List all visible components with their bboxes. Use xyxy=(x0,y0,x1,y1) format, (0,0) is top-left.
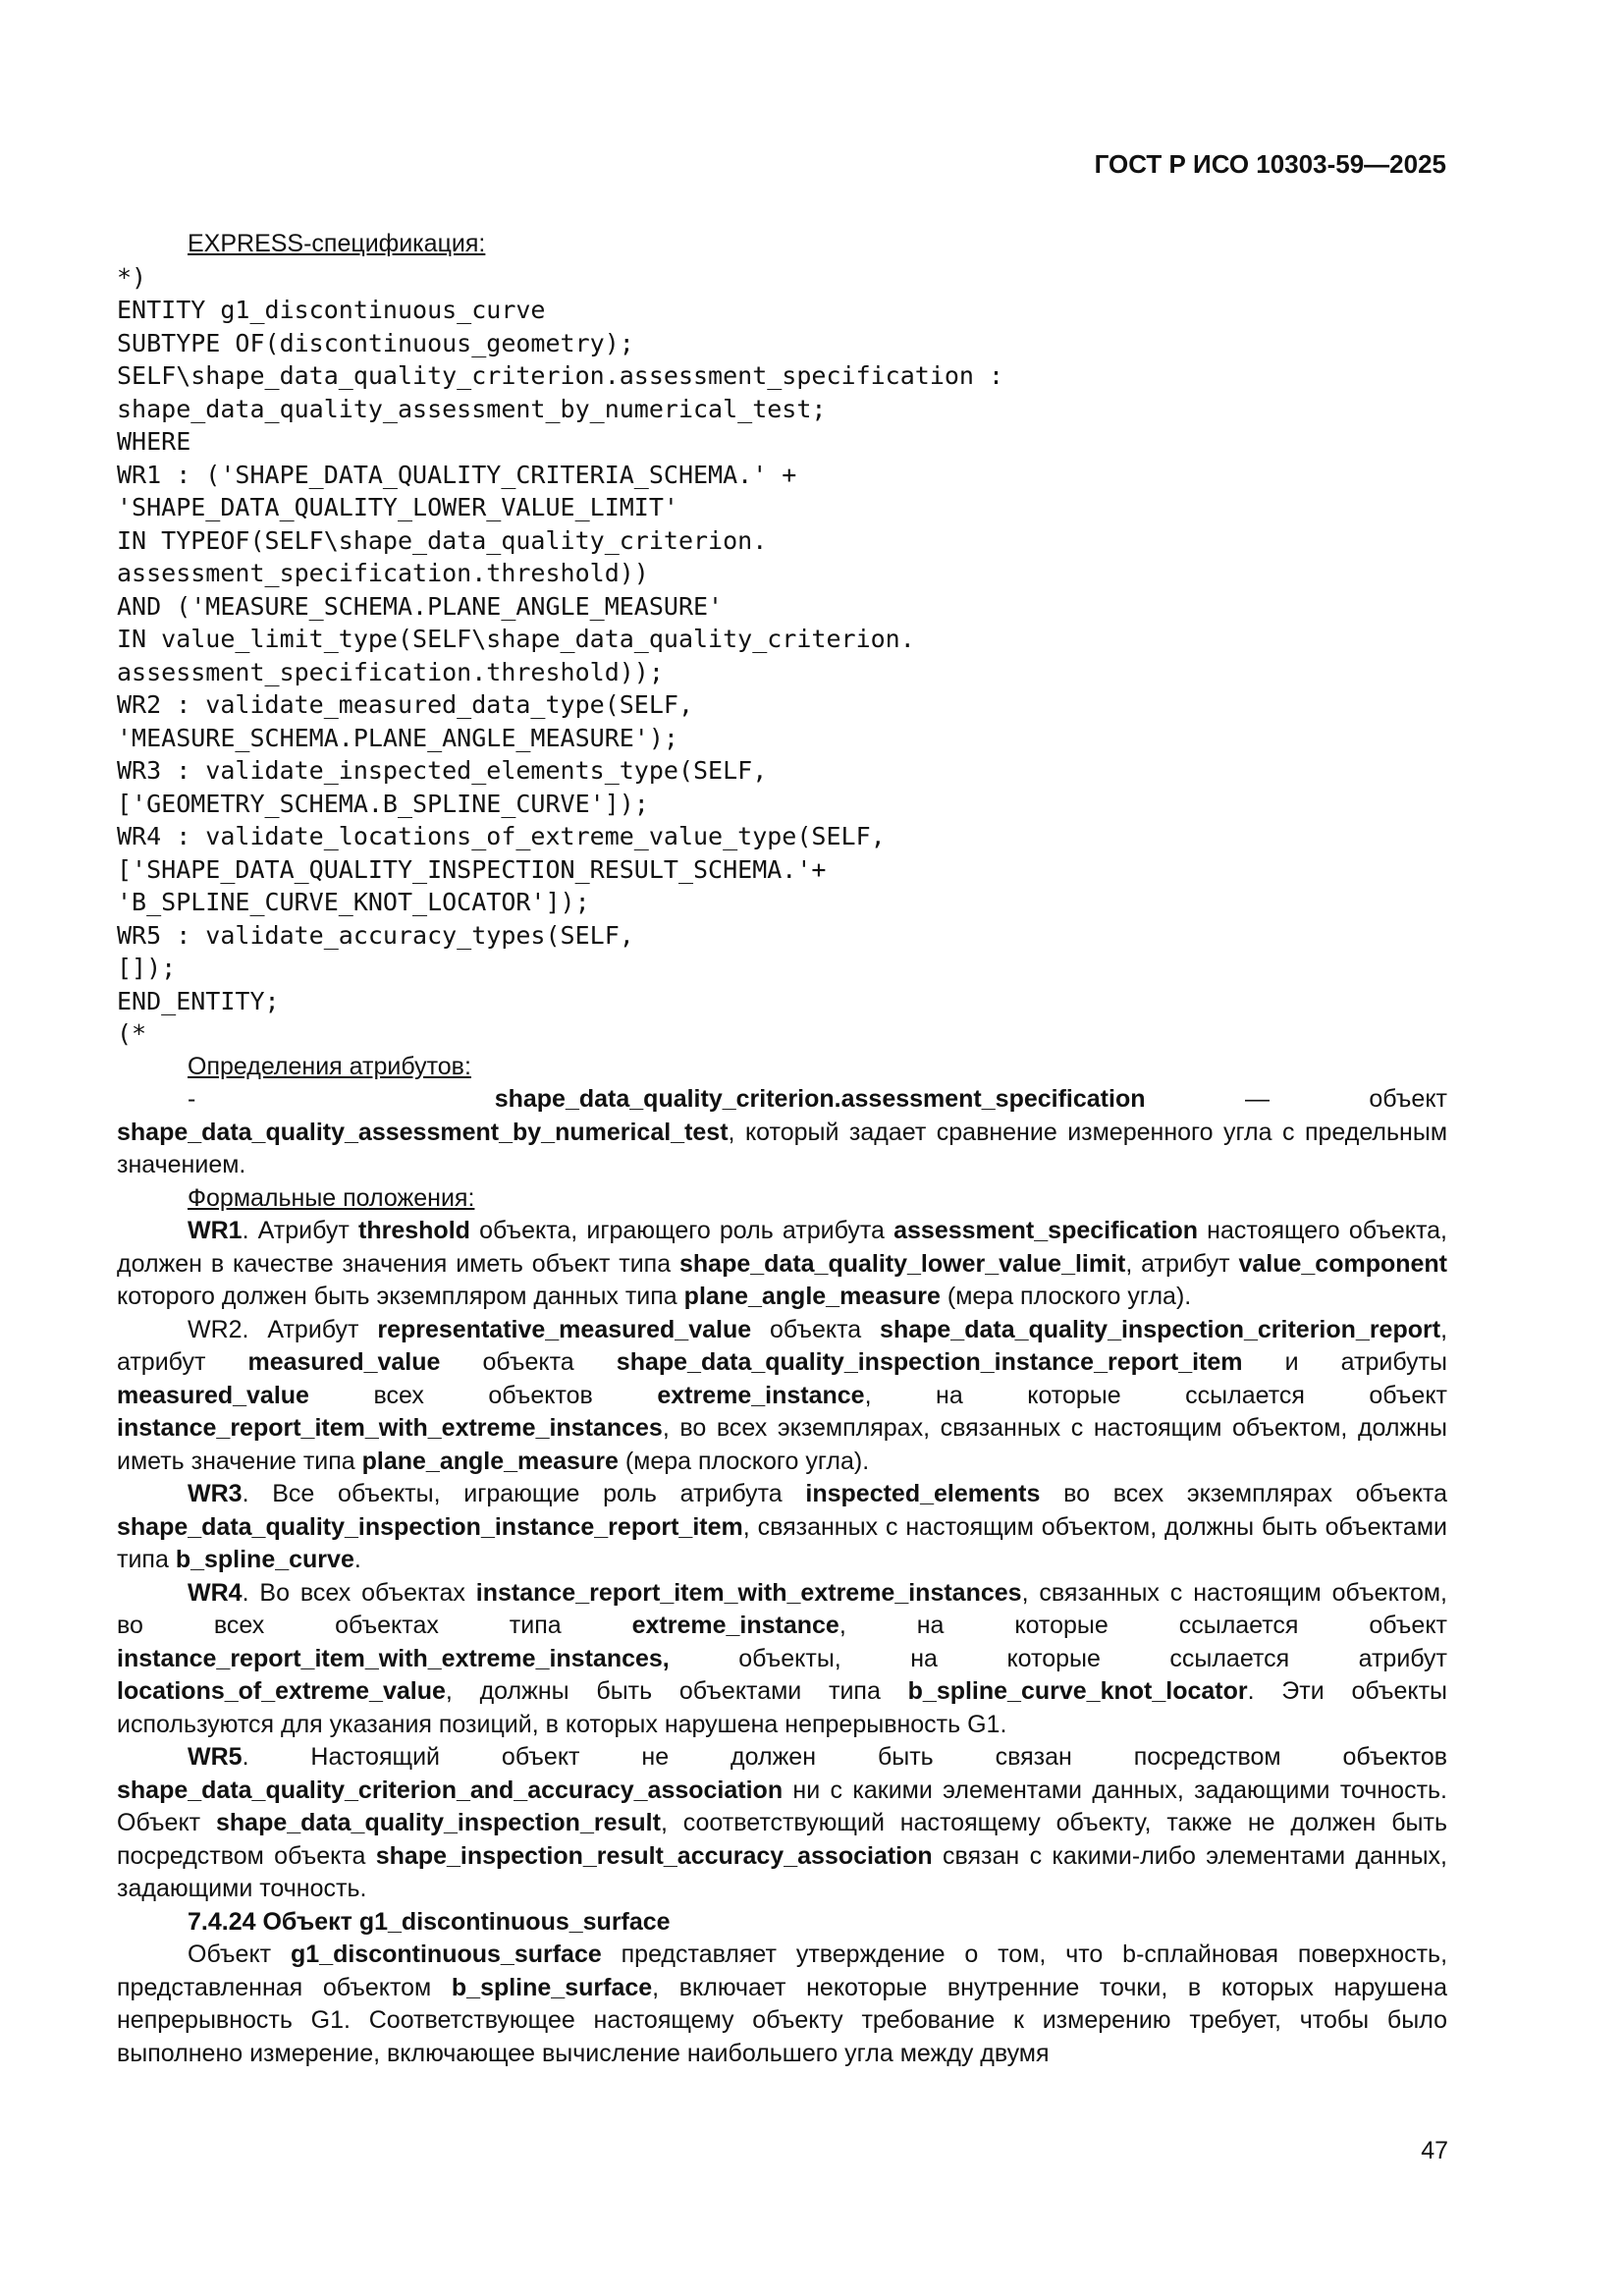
term: b_spline_curve_knot_locator xyxy=(907,1677,1248,1705)
term: plane_angle_measure xyxy=(683,1283,941,1310)
text-run: , атрибут xyxy=(117,1315,1448,1376)
code-line: 'B_SPLINE_CURVE_KNOT_LOCATOR']); xyxy=(117,888,590,916)
term: measured_value xyxy=(247,1348,441,1376)
code-line: 'MEASURE_SCHEMA.PLANE_ANGLE_MEASURE'); xyxy=(117,723,678,752)
code-line: WR5 : validate_accuracy_types(SELF, xyxy=(117,920,634,950)
text-run: , включает некоторые внутренние точки, в которых нарушена непрерывность G1. Соответствующее настоящему объекту требование к измерению требует, чтобы было выполнено измерение, включающее вычисление наибольшего угла между двумя xyxy=(117,1973,1447,2067)
term: plane_angle_measure xyxy=(361,1447,619,1475)
text-run: и атрибуты xyxy=(1242,1348,1448,1376)
term: instance_report_item_with_extreme_instances, xyxy=(117,1644,670,1672)
text-run: объекта, играющего роль атрибута xyxy=(469,1217,894,1244)
text-run: , который задает сравнение измеренного угла с предельным значением. xyxy=(117,1118,1447,1178)
code-line: []); xyxy=(117,954,177,982)
term: shape_data_quality_inspection_criterion_report xyxy=(880,1315,1441,1343)
term: extreme_instance xyxy=(657,1381,865,1409)
code-line: assessment_specification.threshold)); xyxy=(117,657,664,686)
term: representative_measured_value xyxy=(377,1315,752,1343)
code-line: *) xyxy=(117,262,147,292)
text-run: . xyxy=(353,1546,361,1573)
term: b_spline_curve xyxy=(175,1546,354,1573)
formal-propositions-heading: Формальные положения: xyxy=(188,1183,475,1212)
term: threshold xyxy=(358,1217,470,1244)
term: shape_data_quality_lower_value_limit xyxy=(679,1249,1126,1278)
code-line: 'SHAPE_DATA_QUALITY_LOWER_VALUE_LIMIT' xyxy=(117,493,678,521)
rule-wr2 xyxy=(117,1314,1447,1479)
rule-label: WR1 xyxy=(188,1217,243,1244)
term: locations_of_extreme_value xyxy=(117,1677,446,1705)
text-run: объекта xyxy=(751,1315,881,1343)
code-line: WR1 : ('SHAPE_DATA_QUALITY_CRITERIA_SCHEMA.' + xyxy=(117,460,797,489)
page-content xyxy=(117,228,1447,2070)
rule-wr5 xyxy=(117,1741,1447,1906)
term: shape_inspection_result_accuracy_association xyxy=(375,1841,933,1870)
term: value_component xyxy=(1238,1249,1448,1278)
type-name: shape_data_quality_assessment_by_numerical_test xyxy=(117,1118,729,1146)
text-run: всех объектов xyxy=(308,1381,658,1409)
code-line: END_ENTITY; xyxy=(117,986,280,1015)
text-run: связан с какими-либо элементами данных, задающими точность. xyxy=(117,1841,1447,1902)
rule-wr4 xyxy=(117,1577,1447,1742)
code-line: WHERE xyxy=(117,427,191,456)
code-line: WR4 : validate_locations_of_extreme_value_type(SELF, xyxy=(117,822,886,850)
text-run: . Во всех объектах xyxy=(242,1578,476,1607)
attr-name: shape_data_quality_criterion.assessment_specification xyxy=(494,1085,1146,1113)
code-line: WR3 : validate_inspected_elements_type(SELF, xyxy=(117,756,768,785)
page-number: 47 xyxy=(1421,2137,1448,2164)
text-run: , на которые ссылается объект xyxy=(839,1612,1447,1639)
section-title: 7.4.24 Объект g1_discontinuous_surface xyxy=(188,1907,671,1936)
text-run: , атрибут xyxy=(1125,1249,1239,1278)
section-paragraph xyxy=(117,1939,1447,2070)
term: g1_discontinuous_surface xyxy=(291,1941,602,1968)
term: shape_data_quality_inspection_result xyxy=(216,1809,661,1836)
text-run: (мера плоского угла). xyxy=(618,1447,870,1475)
term: shape_data_quality_criterion_and_accuracy_association xyxy=(117,1776,784,1804)
text-run: ни с какими элементами данных, задающими точность. Объект xyxy=(117,1776,1447,1836)
code-line: assessment_specification.threshold)) xyxy=(117,559,649,587)
rule-wr3 xyxy=(117,1478,1447,1577)
text-run: . Атрибут xyxy=(242,1217,359,1244)
term: b_spline_surface xyxy=(451,1973,653,2001)
text-run: . Эти объекты используются для указания позиций, в которых нарушена непрерывность G1. xyxy=(117,1677,1448,1738)
text-run: , связанных с настоящим объектом, должны быть объектами типа xyxy=(117,1512,1447,1573)
rule-label: WR5 xyxy=(188,1743,243,1771)
express-heading: EXPRESS-спецификация: xyxy=(188,230,486,257)
code-line: ENTITY g1_discontinuous_curve xyxy=(117,296,546,324)
term: inspected_elements xyxy=(805,1480,1041,1507)
text-run: Объект xyxy=(188,1941,292,1968)
text-run: настоящего объекта, должен в качестве значения иметь объект типа xyxy=(117,1217,1447,1278)
rule-wr1 xyxy=(117,1215,1447,1314)
text-run: , связанных с настоящим объектом, во всех объектах типа xyxy=(117,1578,1447,1639)
text-run: которого должен быть экземпляром данных типа xyxy=(117,1283,684,1310)
code-line: ['SHAPE_DATA_QUALITY_INSPECTION_RESULT_SCHEMA.'+ xyxy=(117,854,827,884)
code-line: IN TYPEOF(SELF\shape_data_quality_criterion. xyxy=(117,525,768,555)
text-run: . Все объекты, играющие роль атрибута xyxy=(242,1480,806,1507)
term: measured_value xyxy=(117,1381,309,1409)
list-dash: - xyxy=(188,1085,196,1113)
text-run: объекта xyxy=(440,1348,617,1376)
code-line: WR2 : validate_measured_data_type(SELF, xyxy=(117,690,693,719)
document-header: ГОСТ Р ИСО 10303-59—2025 xyxy=(1094,149,1446,179)
code-line: (* xyxy=(117,1019,147,1048)
text-run: во всех экземплярах объекта xyxy=(1040,1480,1447,1507)
term: shape_data_quality_inspection_instance_report_item xyxy=(117,1512,743,1541)
code-line: shape_data_quality_assessment_by_numerical_test; xyxy=(117,394,827,423)
attribute-definition xyxy=(117,1083,1447,1182)
text-run: , соответствующий настоящему объекту, также не должен быть посредством объекта xyxy=(117,1809,1447,1870)
text-run: , должны быть объектами типа xyxy=(445,1677,908,1705)
text-run: (мера плоского угла). xyxy=(940,1283,1192,1310)
rule-label: WR3 xyxy=(188,1480,243,1507)
text-run: WR2. Атрибут xyxy=(188,1315,378,1343)
term: instance_report_item_with_extreme_instances xyxy=(117,1414,663,1442)
text-run: объекты, на которые ссылается атрибут xyxy=(669,1644,1447,1672)
term: extreme_instance xyxy=(631,1612,839,1639)
code-line: SUBTYPE OF(discontinuous_geometry); xyxy=(117,328,634,357)
attribute-definitions-heading: Определения атрибутов: xyxy=(188,1052,471,1080)
code-line: IN value_limit_type(SELF\shape_data_quality_criterion. xyxy=(117,625,915,653)
text-run: — объект xyxy=(1145,1085,1447,1113)
code-line: ['GEOMETRY_SCHEMA.B_SPLINE_CURVE']); xyxy=(117,789,649,818)
code-line: AND ('MEASURE_SCHEMA.PLANE_ANGLE_MEASURE' xyxy=(117,591,724,621)
code-line: SELF\shape_data_quality_criterion.assessment_specification : xyxy=(117,361,1004,390)
term: shape_data_quality_inspection_instance_report_item xyxy=(616,1348,1243,1376)
term: assessment_specification xyxy=(893,1217,1198,1244)
express-code-block xyxy=(117,261,1447,1051)
text-run: , во всех экземплярах, связанных с настоящим объектом, должны иметь значение типа xyxy=(117,1414,1447,1475)
text-run: представляет утверждение о том, что b-сплайновая поверхность, представленная объектом xyxy=(117,1941,1448,2001)
term: instance_report_item_with_extreme_instances xyxy=(475,1578,1022,1607)
text-run: . Настоящий объект не должен быть связан посредством объектов xyxy=(242,1743,1447,1771)
rule-label: WR4 xyxy=(188,1578,243,1607)
text-run: , на которые ссылается объект xyxy=(864,1381,1447,1409)
